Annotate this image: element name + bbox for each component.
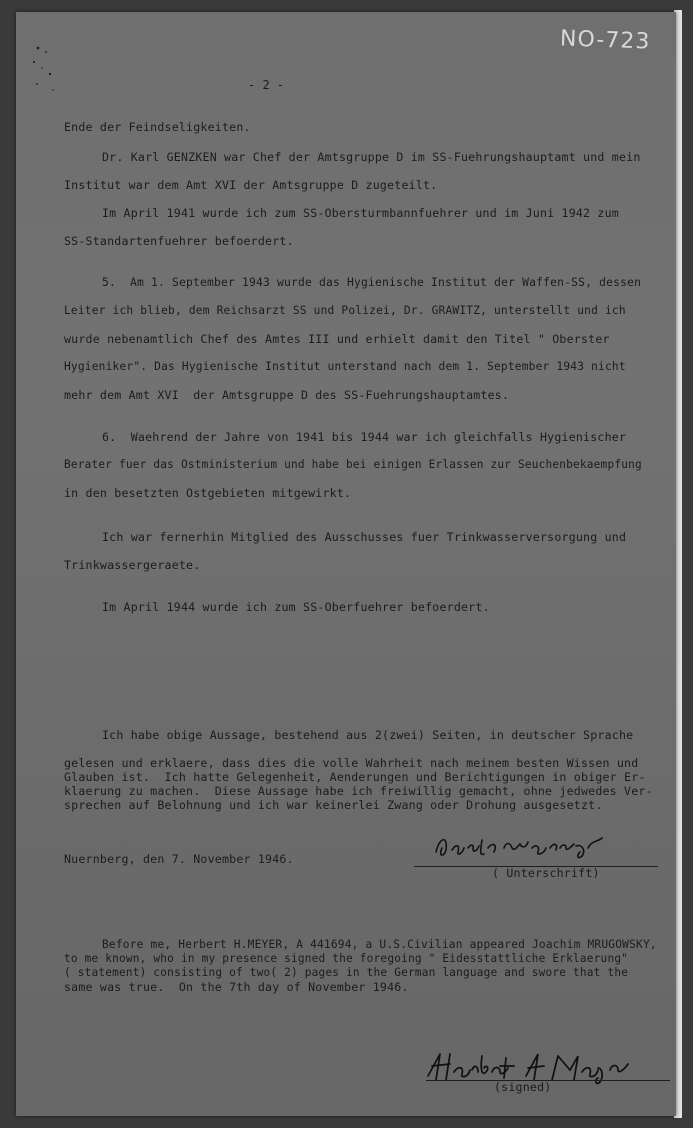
signature-mrugowsky bbox=[432, 830, 612, 864]
document-stamp: NO-723 bbox=[559, 26, 651, 55]
text-line: sprechen auf Belohnung und ich war keinerlei Zwang oder Drohung ausgesetzt. bbox=[64, 798, 603, 812]
text-line: Leiter ich blieb, dem Reichsarzt SS und Polizei, Dr. GRAWITZ, unterstellt und ich bbox=[64, 304, 626, 317]
text-line: Ich war fernerhin Mitglied des Ausschusses fuer Trinkwasserversorgung und bbox=[102, 530, 627, 544]
text-line: Glauben ist. Ich hatte Gelegenheit, Aenderungen und Berichtigungen in obiger Er- bbox=[64, 770, 646, 784]
signature-caption: ( Unterschrift) bbox=[492, 866, 600, 880]
text-line: 5. Am 1. September 1943 wurde das Hygienische Institut der Waffen-SS, dessen bbox=[102, 276, 642, 289]
text-line: SS-Standartenfuehrer befoerdert. bbox=[64, 234, 294, 248]
ink-specks bbox=[28, 40, 68, 100]
text-line: wurde nebenamtlich Chef des Amtes III und erhielt damit den Titel " Oberster bbox=[64, 332, 610, 346]
text-line: Im April 1941 wurde ich zum SS-Obersturmbannfuehrer und im Juni 1942 zum bbox=[102, 206, 619, 220]
text-line: Ende der Feindseligkeiten. bbox=[64, 120, 251, 134]
text-line: Berater fuer das Ostministerium und habe bei einigen Erlassen zur Seuchenbekaempfung bbox=[64, 458, 642, 471]
text-line: Dr. Karl GENZKEN war Chef der Amtsgruppe D im SS-Fuehrungshauptamt und mein bbox=[102, 150, 641, 164]
text-line: Im April 1944 wurde ich zum SS-Oberfuehrer befoerdert. bbox=[102, 600, 490, 614]
text-line: Before me, Herbert H.MEYER, A 441694, a U.S.Civilian appeared Joachim MRUGOWSKY, bbox=[102, 938, 657, 951]
text-line: Institut war dem Amt XVI der Amtsgruppe D zugeteilt. bbox=[64, 178, 438, 192]
signed-caption: (signed) bbox=[494, 1080, 552, 1094]
text-line: gelesen und erklaere, dass dies die volle Wahrheit nach meinem besten Wissen und bbox=[64, 756, 639, 770]
page-number: - 2 - bbox=[248, 78, 285, 92]
text-line: same was true. On the 7th day of November 1946. bbox=[64, 980, 409, 994]
text-line: to me known, who in my presence signed the foregoing " Eidesstattliche Erklaerung" bbox=[64, 952, 629, 965]
text-line: Hygieniker". Das Hygienische Institut unterstand nach dem 1. September 1943 nicht bbox=[64, 360, 626, 373]
text-line: ( statement) consisting of two( 2) pages in the German language and swore that the bbox=[64, 966, 629, 979]
text-line: Ich habe obige Aussage, bestehend aus 2(zwei) Seiten, in deutscher Sprache bbox=[102, 728, 634, 742]
text-line: 6. Waehrend der Jahre von 1941 bis 1944 war ich gleichfalls Hygienischer bbox=[102, 430, 627, 444]
text-line: klaerung zu machen. Diese Aussage habe ich freiwillig gemacht, ohne jedwedes Ver- bbox=[64, 784, 653, 798]
text-line: Nuernberg, den 7. November 1946. bbox=[64, 852, 294, 866]
text-line: in den besetzten Ostgebieten mitgewirkt. bbox=[64, 486, 352, 500]
text-line: mehr dem Amt XVI der Amtsgruppe D des SS-Fuehrungshauptamtes. bbox=[64, 388, 510, 402]
text-line: Trinkwassergeraete. bbox=[64, 558, 201, 572]
